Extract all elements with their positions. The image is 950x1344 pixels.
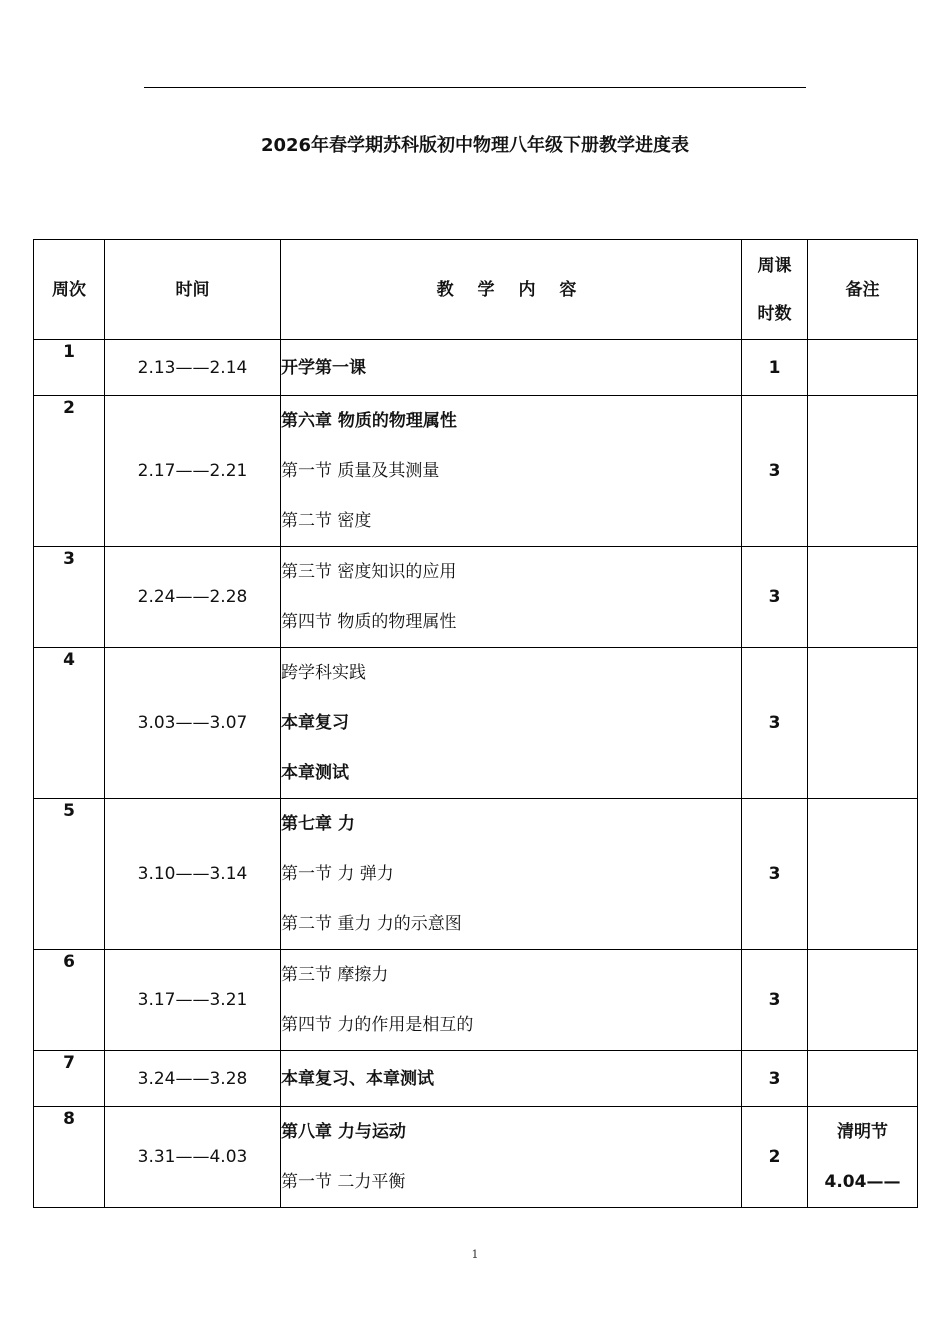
content-line: 第六章 物质的物理属性 xyxy=(281,411,457,431)
content-cell xyxy=(281,799,742,950)
table-row xyxy=(34,1051,918,1107)
table-header-row xyxy=(34,240,918,340)
content-line: 第一节 二力平衡 xyxy=(281,1172,406,1192)
note-cell xyxy=(808,648,918,799)
header-content: 教 学 内 容 xyxy=(281,240,742,340)
content-cell xyxy=(281,1107,742,1208)
note-cell xyxy=(808,950,918,1051)
content-line: 第三节 摩擦力 xyxy=(281,965,389,985)
time-cell: 2.13——2.14 xyxy=(105,340,281,396)
hours-cell: 3 xyxy=(742,1051,808,1107)
content-cell xyxy=(281,1051,742,1107)
content-line: 跨学科实践 xyxy=(281,663,366,683)
page-number: 1 xyxy=(471,1248,479,1261)
header-week: 周次 xyxy=(34,240,105,340)
time-cell: 2.24——2.28 xyxy=(105,547,281,648)
header-time: 时间 xyxy=(105,240,281,340)
content-line: 本章复习 xyxy=(281,713,349,733)
content-line: 本章复习、本章测试 xyxy=(281,1068,434,1089)
hours-cell: 2 xyxy=(742,1107,808,1208)
week-cell: 6 xyxy=(34,950,105,1051)
week-cell: 5 xyxy=(34,799,105,950)
hours-cell: 1 xyxy=(742,340,808,396)
content-line: 本章测试 xyxy=(281,763,349,783)
note-cell xyxy=(808,1107,918,1208)
header-rule xyxy=(144,87,806,88)
schedule-table xyxy=(33,239,918,1208)
content-line: 第三节 密度知识的应用 xyxy=(281,562,457,582)
table-row xyxy=(34,547,918,648)
content-cell xyxy=(281,547,742,648)
hours-cell: 3 xyxy=(742,396,808,547)
content-line: 第八章 力与运动 xyxy=(281,1122,406,1142)
note-line: 清明节 xyxy=(837,1122,888,1142)
time-cell: 2.17——2.21 xyxy=(105,396,281,547)
note-cell xyxy=(808,396,918,547)
header-hours-line2: 时数 xyxy=(757,303,792,324)
table-row xyxy=(34,799,918,950)
header-hours-line1: 周课 xyxy=(757,255,792,276)
content-line: 第一节 力 弹力 xyxy=(281,864,394,884)
time-cell: 3.10——3.14 xyxy=(105,799,281,950)
note-cell xyxy=(808,340,918,396)
note-cell xyxy=(808,547,918,648)
week-cell: 4 xyxy=(34,648,105,799)
content-line: 第四节 物质的物理属性 xyxy=(281,612,457,632)
content-line: 第七章 力 xyxy=(281,814,355,834)
week-cell: 2 xyxy=(34,396,105,547)
time-cell: 3.24——3.28 xyxy=(105,1051,281,1107)
document-title: 2026年春学期苏科版初中物理八年级下册教学进度表 xyxy=(260,135,690,156)
header-note: 备注 xyxy=(808,240,918,340)
content-line: 第一节 质量及其测量 xyxy=(281,461,440,481)
content-line: 第四节 力的作用是相互的 xyxy=(281,1015,474,1035)
content-line: 开学第一课 xyxy=(281,357,366,378)
hours-cell: 3 xyxy=(742,799,808,950)
content-cell xyxy=(281,396,742,547)
week-cell: 8 xyxy=(34,1107,105,1208)
content-cell xyxy=(281,950,742,1051)
content-line: 第二节 密度 xyxy=(281,511,372,531)
hours-cell: 3 xyxy=(742,950,808,1051)
table-row xyxy=(34,950,918,1051)
header-hours xyxy=(742,240,808,340)
week-cell: 1 xyxy=(34,340,105,396)
week-cell: 7 xyxy=(34,1051,105,1107)
table-row xyxy=(34,648,918,799)
note-cell xyxy=(808,1051,918,1107)
note-cell xyxy=(808,799,918,950)
hours-cell: 3 xyxy=(742,648,808,799)
time-cell: 3.17——3.21 xyxy=(105,950,281,1051)
time-cell: 3.03——3.07 xyxy=(105,648,281,799)
table-row xyxy=(34,396,918,547)
table-row xyxy=(34,1107,918,1208)
content-line: 第二节 重力 力的示意图 xyxy=(281,914,462,934)
content-cell xyxy=(281,648,742,799)
time-cell: 3.31——4.03 xyxy=(105,1107,281,1208)
table-row xyxy=(34,340,918,396)
week-cell: 3 xyxy=(34,547,105,648)
hours-cell: 3 xyxy=(742,547,808,648)
note-line: 4.04—— xyxy=(824,1172,901,1192)
content-cell xyxy=(281,340,742,396)
